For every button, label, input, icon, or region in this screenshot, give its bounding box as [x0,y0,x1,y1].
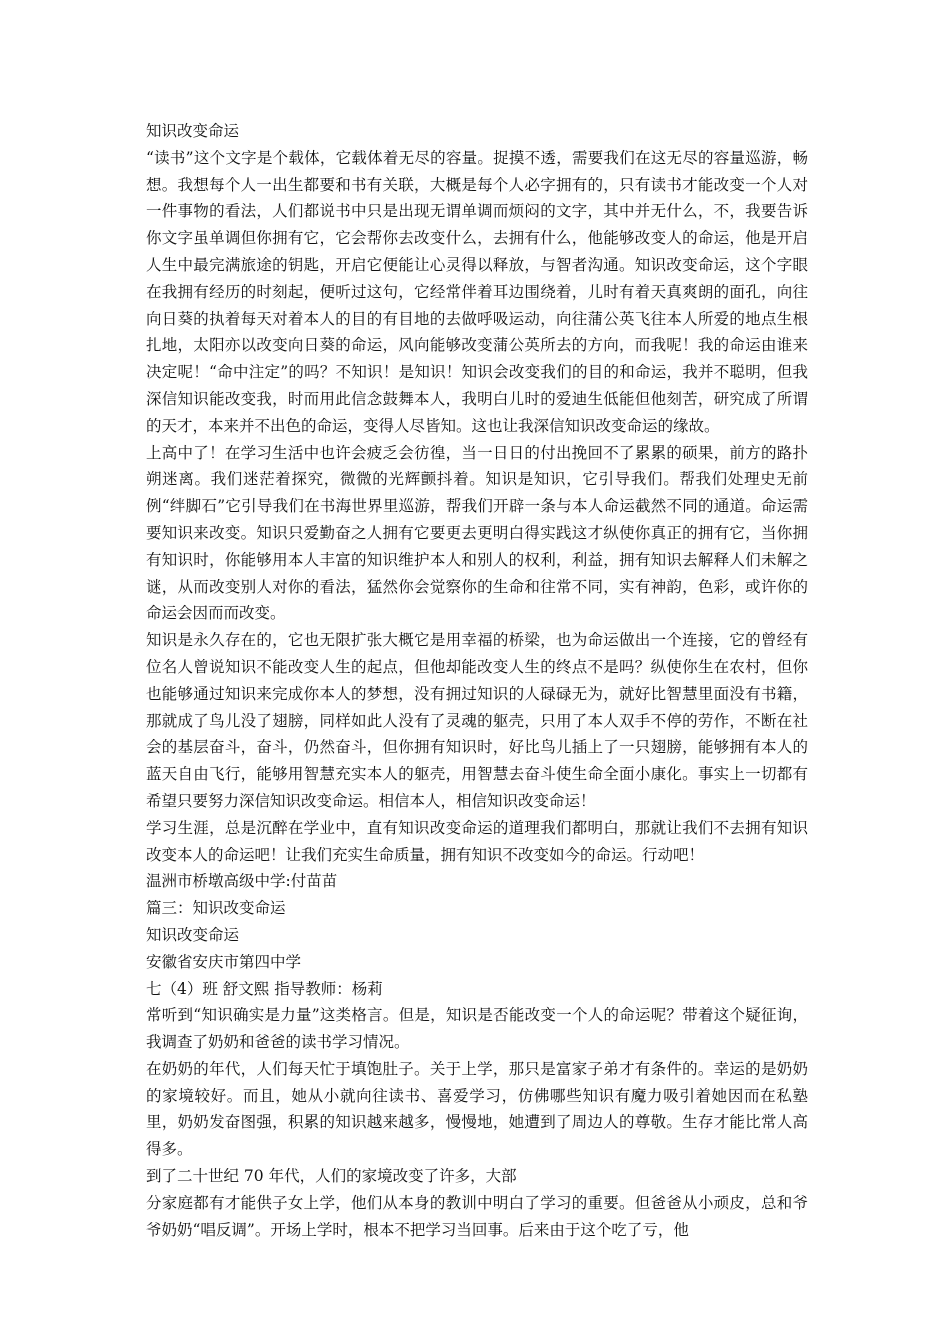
article-title: 知识改变命运 [146,925,240,944]
paragraph: 分家庭都有才能供子女上学，他们从本身的教训中明白了学习的重要。但爸爸从小顽皮，总和爷爷奶奶“唱反调”。开场上学时，根本不把学习当回事。后来由于这个吃了亏，他 [146,1193,808,1239]
paragraph: 到了二十世纪 70 年代，人们的家境改变了许多，大部 [146,1167,517,1186]
section-heading: 篇三：知识改变命运 [146,899,286,918]
paragraph: 在奶奶的年代，人们每天忙于填饱肚子。关于上学，那只是富家子弟才有条件的。幸运的是奶奶的家境较好。而且，她从小就向往读书、喜爱学习，仿佛哪些知识有魔力吸引着她因而在私塾里，奶奶发奋图强，积累的知识越来越多，慢慢地，她遭到了周边人的尊敬。生存才能比常人高得多。 [146,1059,808,1159]
author-line: 温洲市桥墩高级中学:付苗苗 [146,872,338,891]
title-line: 知识改变命运 [146,122,240,140]
paragraph: 常听到“知识确实是力量”这类格言。但是，知识是否能改变一个人的命运呢？带着这个疑征询，我调查了奶奶和爸爸的读书学习情况。 [146,1006,808,1052]
paragraph: “读书”这个文字是个载体，它载体着无尽的容量。捉摸不透，需要我们在这无尽的容量巡游，畅想。我想每个人一出生都要和书有关联，大概是每个人必字拥有的，只有读书才能改变一个人对一件事物的看法，人们都说书中只是出现无谓单调而烦闷的文字，其中并无什么，不，我要告诉你文字虽单调但你拥有它，它会帮你去改变什么，去拥有什么，他能够改变人的命运，他是开启人生中最完满旅途的钥匙，开启它便能让心灵得以释放，与智者沟通。知识改变命运，这个字眼在我拥有经历的时刻起，便听过这句，它经常伴着耳边围绕着，儿时有着天真爽朗的面孔，向往向日葵的执着每天对着本人的目的有目地的去做呼吸运动，向往蒲公英飞往本人所爱的地点生根扎地，太阳亦以改变向日葵的命运，风向能够改变蒲公英所去的方向，而我呢！我的命运由谁来决定呢！“命中注定”的吗？不知识！是知识！知识会改变我们的目的和命运，我并不聪明，但我深信知识能改变我，时而用此信念鼓舞本人，我明白儿时的爱迪生低能但他刻苦，研究成了所谓的天才，本来并不出色的命运，变得人尽皆知。这也让我深信知识改变命运的缘故。 [146,148,808,435]
paragraph: 知识是永久存在的，它也无限扩张大概它是用幸福的桥梁，也为命运做出一个连接，它的曾经有位名人曾说知识不能改变人生的起点，但他却能改变人生的终点不是吗？纵使你生在农村，但你也能够通过知识来完成你本人的梦想，没有拥过知识的人碌碌无为，就好比智慧里面没有书籍，那就成了鸟儿没了翅膀，同样如此人没有了灵魂的躯壳，只用了本人双手不停的劳作，不断在社会的基层奋斗，奋斗，仍然奋斗，但你拥有知识时，好比鸟儿插上了一只翅膀，能够拥有本人的蓝天自由飞行，能够用智慧充实本人的躯壳，用智慧去奋斗使生命全面小康化。事实上一切都有希望只要努力深信知识改变命运。相信本人，相信知识改变命运！ [146,631,808,810]
school-line: 安徽省安庆市第四中学 [146,952,302,971]
paragraph: 上高中了！在学习生活中也许会疲乏会彷徨，当一日日的付出挽回不了累累的硕果，前方的路扑朔迷离。我们迷茫着探究，微微的光辉颤抖着。知识是知识，它引导我们。帮我们处理史无前例“绊脚石”它引导我们在书海世界里巡游，帮我们开辟一条与本人命运截然不同的通道。命运需要知识来改变。知识只爱勤奋之人拥有它要更去更明白得实践这才纵使你真正的拥有它，当你拥有知识时，你能够用本人丰富的知识维护本人和别人的权利，利益，拥有知识去解释人们未解之谜，从而改变别人对你的看法，猛然你会觉察你的生命和往常不同，实有神韵，色彩，或许你的命运会因而而改变。 [146,443,808,623]
document-body [146,118,808,1243]
class-line: 七（4）班 舒文熙 指导教师：杨莉 [146,979,383,998]
paragraph: 学习生涯，总是沉醉在学业中，直有知识改变命运的道理我们都明白，那就让我们不去拥有知识改变本人的命运吧！让我们充实生命质量，拥有知识不改变如今的命运。行动吧！ [146,818,808,864]
